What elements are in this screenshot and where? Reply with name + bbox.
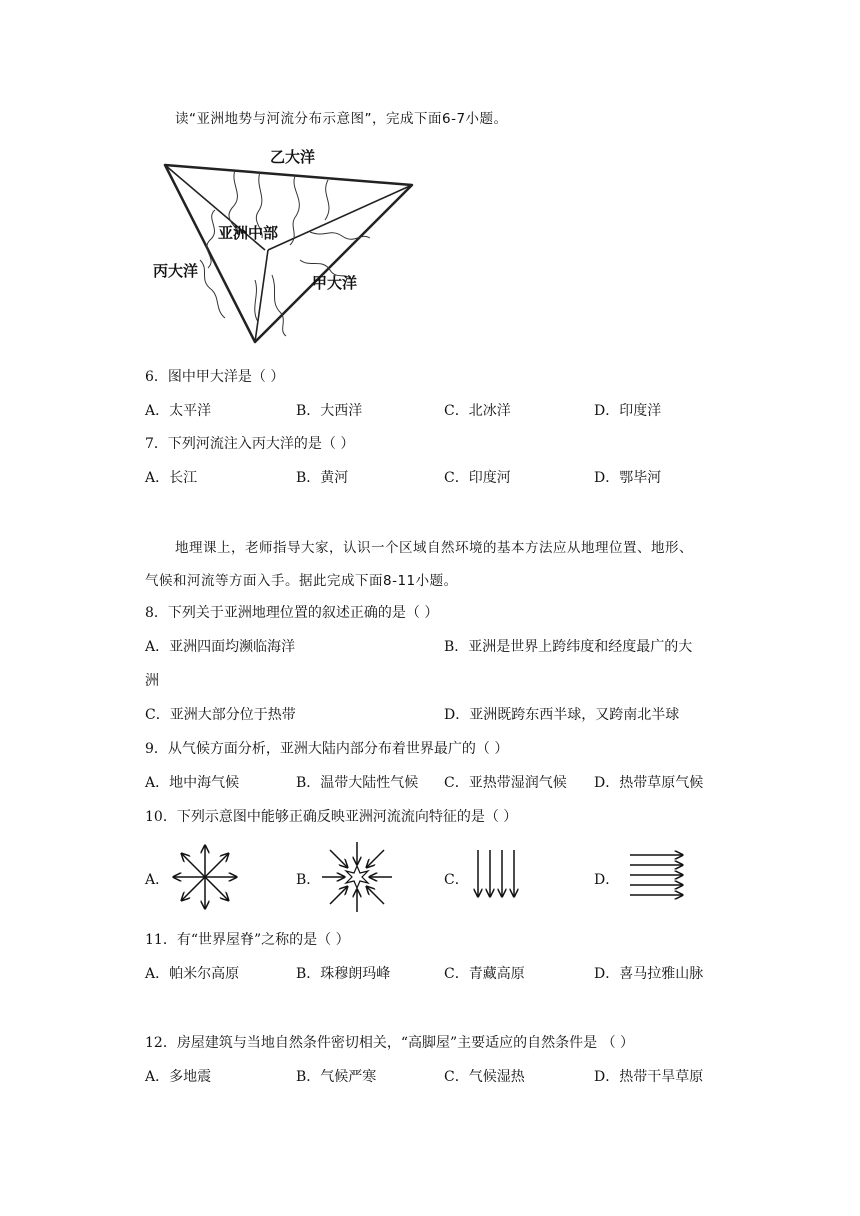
q12-option-c[interactable]: C．气候湿热 <box>444 1069 525 1085</box>
q11-option-a[interactable]: A．帕米尔高原 <box>145 966 240 982</box>
q6-stem: 6．图中甲大洋是（ ） <box>145 369 285 385</box>
q9-option-c[interactable]: C．亚热带湿润气候 <box>444 775 567 791</box>
q8-stem: 8．下列关于亚洲地理位置的叙述正确的是（ ） <box>145 605 439 621</box>
q10-figure-c-down-arrows-icon <box>472 848 526 900</box>
q9-option-d[interactable]: D．热带草原气候 <box>594 775 704 791</box>
q7-option-a[interactable]: A．长江 <box>145 470 198 486</box>
section1-intro: 读“亚洲地势与河流分布示意图”，完成下面6-7小题。 <box>175 111 508 127</box>
q10-figure-a-outward-arrows-icon <box>170 842 240 912</box>
q10-stem: 10．下列示意图中能够正确反映亚洲河流流向特征的是（ ） <box>145 809 518 825</box>
q10-option-d[interactable]: D． <box>594 872 620 888</box>
q9-option-a[interactable]: A．地中海气候 <box>145 775 240 791</box>
section2-intro-line2: 气候和河流等方面入手。据此完成下面8-11小题。 <box>145 573 458 589</box>
q6-option-b[interactable]: B．大西洋 <box>296 403 363 419</box>
q8-option-a[interactable]: A．亚洲四面均濒临海洋 <box>145 639 296 655</box>
q7-stem: 7．下列河流注入丙大洋的是（ ） <box>145 436 355 452</box>
q10-option-a[interactable]: A． <box>145 872 170 888</box>
q6-option-a[interactable]: A．太平洋 <box>145 403 212 419</box>
q12-option-d[interactable]: D．热带干旱草原 <box>594 1069 704 1085</box>
ridge-lines <box>165 165 412 342</box>
section2-intro-line1: 地理课上，老师指导大家，认识一个区域自然环境的基本方法应从地理位置、地形、 <box>175 540 693 556</box>
asia-terrain-river-map <box>153 140 430 350</box>
q7-option-c[interactable]: C．印度河 <box>444 470 511 486</box>
q11-option-c[interactable]: C．青藏高原 <box>444 966 525 982</box>
q8-option-b[interactable]: B．亚洲是世界上跨纬度和经度最广的大 <box>444 639 693 655</box>
q6-option-c[interactable]: C．北冰洋 <box>444 403 511 419</box>
q6-option-d[interactable]: D．印度洋 <box>594 403 662 419</box>
q8-option-b-wrap: 洲 <box>145 673 159 689</box>
q8-option-c[interactable]: C．亚洲大部分位于热带 <box>145 707 296 723</box>
q9-stem: 9．从气候方面分析，亚洲大陆内部分布着世界最广的（ ） <box>145 741 509 757</box>
map-label-jia: 甲大洋 <box>312 274 358 292</box>
q7-option-b[interactable]: B．黄河 <box>296 470 349 486</box>
q10-option-c[interactable]: C． <box>444 872 469 888</box>
map-label-center: 亚洲中部 <box>218 224 279 242</box>
q10-figure-d-right-arrows-icon <box>628 850 686 900</box>
q7-option-d[interactable]: D．鄂毕河 <box>594 470 662 486</box>
q11-option-b[interactable]: B．珠穆朗玛峰 <box>296 966 391 982</box>
q11-stem: 11．有“世界屋脊”之称的是（ ） <box>145 932 350 948</box>
continent-outline <box>165 165 412 342</box>
q10-figure-b-inward-arrows-icon <box>320 840 394 914</box>
q12-option-b[interactable]: B．气候严寒 <box>296 1069 377 1085</box>
q8-option-d[interactable]: D．亚洲既跨东西半球，又跨南北半球 <box>444 707 680 723</box>
q10-option-b[interactable]: B． <box>296 872 321 888</box>
q12-option-a[interactable]: A．多地震 <box>145 1069 212 1085</box>
map-label-bing: 丙大洋 <box>153 262 199 280</box>
q12-stem: 12．房屋建筑与当地自然条件密切相关，“高脚屋”主要适应的自然条件是 （ ） <box>145 1035 635 1051</box>
q9-option-b[interactable]: B．温带大陆性气候 <box>296 775 419 791</box>
q11-option-d[interactable]: D．喜马拉雅山脉 <box>594 966 704 982</box>
map-label-yi: 乙大洋 <box>270 148 316 166</box>
